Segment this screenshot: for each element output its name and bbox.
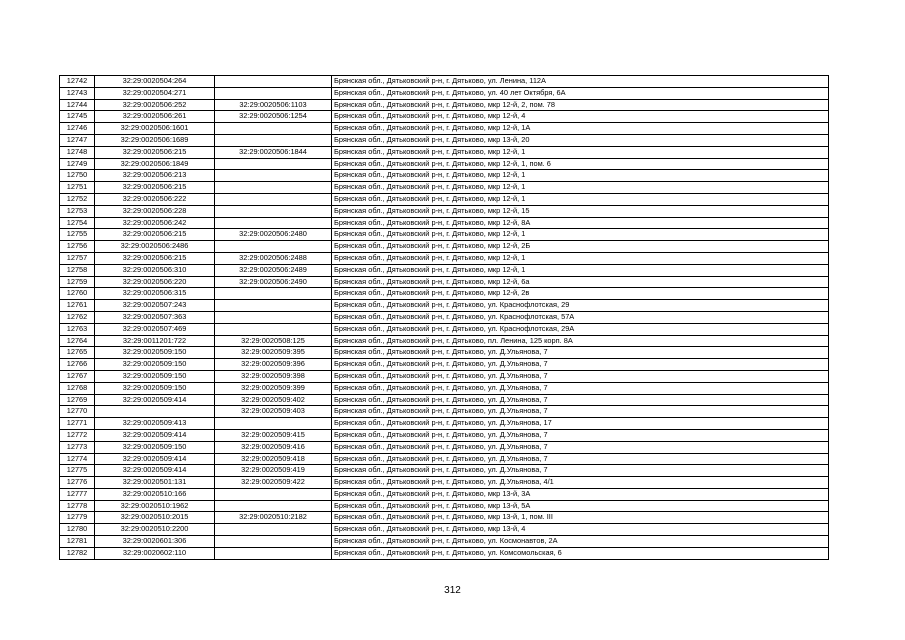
object-cadastral-number-cell bbox=[215, 488, 332, 500]
land-cadastral-number-cell: 32:29:0020601:306 bbox=[95, 536, 215, 548]
object-cadastral-number-cell bbox=[215, 241, 332, 253]
address-cell: Брянская обл., Дятьковский р-н, г. Дятьково, мкр 13-й, 5А bbox=[332, 500, 829, 512]
table-row bbox=[60, 182, 829, 194]
table-row bbox=[60, 205, 829, 217]
record-number-cell: 12774 bbox=[60, 453, 95, 465]
table-row bbox=[60, 276, 829, 288]
address-cell: Брянская обл., Дятьковский р-н, г. Дятьково, мкр 12-й, 15 bbox=[332, 205, 829, 217]
object-cadastral-number-cell: 32:29:0020509:415 bbox=[215, 429, 332, 441]
land-cadastral-number-cell: 32:29:0020506:242 bbox=[95, 217, 215, 229]
address-cell: Брянская обл., Дятьковский р-н, г. Дятьково, мкр 13-й, 1, пом. III bbox=[332, 512, 829, 524]
address-cell: Брянская обл., Дятьковский р-н, г. Дятьково, мкр 12-й, 2, пом. 78 bbox=[332, 99, 829, 111]
record-number-cell: 12747 bbox=[60, 134, 95, 146]
address-cell: Брянская обл., Дятьковский р-н, г. Дятьково, ул. Д.Ульянова, 17 bbox=[332, 418, 829, 430]
address-cell: Брянская обл., Дятьковский р-н, г. Дятьково, ул. Д.Ульянова, 7 bbox=[332, 382, 829, 394]
table-row bbox=[60, 347, 829, 359]
land-cadastral-number-cell: 32:29:0020506:228 bbox=[95, 205, 215, 217]
address-cell: Брянская обл., Дятьковский р-н, г. Дятьково, ул. Ленина, 112А bbox=[332, 76, 829, 88]
object-cadastral-number-cell bbox=[215, 217, 332, 229]
object-cadastral-number-cell bbox=[215, 205, 332, 217]
object-cadastral-number-cell bbox=[215, 547, 332, 559]
address-cell: Брянская обл., Дятьковский р-н, г. Дятьково, мкр 12-й, 8А bbox=[332, 217, 829, 229]
land-cadastral-number-cell: 32:29:0020506:252 bbox=[95, 99, 215, 111]
table-row bbox=[60, 465, 829, 477]
address-cell: Брянская обл., Дятьковский р-н, г. Дятьково, мкр 12-й, 1 bbox=[332, 146, 829, 158]
table-row bbox=[60, 512, 829, 524]
table-row bbox=[60, 241, 829, 253]
land-cadastral-number-cell: 32:29:0020506:220 bbox=[95, 276, 215, 288]
record-number-cell: 12750 bbox=[60, 170, 95, 182]
object-cadastral-number-cell: 32:29:0020506:1103 bbox=[215, 99, 332, 111]
land-cadastral-number-cell: 32:29:0020504:264 bbox=[95, 76, 215, 88]
record-number-cell: 12756 bbox=[60, 241, 95, 253]
object-cadastral-number-cell bbox=[215, 134, 332, 146]
table-row bbox=[60, 477, 829, 489]
address-cell: Брянская обл., Дятьковский р-н, г. Дятьково, ул. Д.Ульянова, 7 bbox=[332, 465, 829, 477]
object-cadastral-number-cell: 32:29:0020508:125 bbox=[215, 335, 332, 347]
land-cadastral-number-cell: 32:29:0020507:363 bbox=[95, 311, 215, 323]
address-cell: Брянская обл., Дятьковский р-н, г. Дятьково, мкр 12-й, 1 bbox=[332, 193, 829, 205]
address-cell: Брянская обл., Дятьковский р-н, г. Дятьково, мкр 12-й, 1 bbox=[332, 264, 829, 276]
object-cadastral-number-cell bbox=[215, 193, 332, 205]
registry-table bbox=[59, 75, 829, 560]
table-row bbox=[60, 524, 829, 536]
record-number-cell: 12781 bbox=[60, 536, 95, 548]
table-row bbox=[60, 418, 829, 430]
table-row bbox=[60, 359, 829, 371]
address-cell: Брянская обл., Дятьковский р-н, г. Дятьково, ул. Д.Ульянова, 7 bbox=[332, 441, 829, 453]
land-cadastral-number-cell: 32:29:0020509:150 bbox=[95, 441, 215, 453]
record-number-cell: 12768 bbox=[60, 382, 95, 394]
record-number-cell: 12764 bbox=[60, 335, 95, 347]
record-number-cell: 12779 bbox=[60, 512, 95, 524]
land-cadastral-number-cell: 32:29:0020510:1962 bbox=[95, 500, 215, 512]
record-number-cell: 12780 bbox=[60, 524, 95, 536]
land-cadastral-number-cell: 32:29:0020506:215 bbox=[95, 252, 215, 264]
object-cadastral-number-cell: 32:29:0020509:399 bbox=[215, 382, 332, 394]
table-row bbox=[60, 300, 829, 312]
object-cadastral-number-cell bbox=[215, 170, 332, 182]
table-row bbox=[60, 193, 829, 205]
record-number-cell: 12757 bbox=[60, 252, 95, 264]
address-cell: Брянская обл., Дятьковский р-н, г. Дятьково, пл. Ленина, 125 корп. 8А bbox=[332, 335, 829, 347]
object-cadastral-number-cell bbox=[215, 500, 332, 512]
land-cadastral-number-cell: 32:29:0020506:1601 bbox=[95, 123, 215, 135]
address-cell: Брянская обл., Дятьковский р-н, г. Дятьково, ул. 40 лет Октября, 6А bbox=[332, 87, 829, 99]
record-number-cell: 12766 bbox=[60, 359, 95, 371]
record-number-cell: 12746 bbox=[60, 123, 95, 135]
record-number-cell: 12744 bbox=[60, 99, 95, 111]
land-cadastral-number-cell: 32:29:0011201:722 bbox=[95, 335, 215, 347]
table-row bbox=[60, 453, 829, 465]
address-cell: Брянская обл., Дятьковский р-н, г. Дятьково, ул. Д.Ульянова, 7 bbox=[332, 359, 829, 371]
land-cadastral-number-cell: 32:29:0020509:150 bbox=[95, 359, 215, 371]
address-cell: Брянская обл., Дятьковский р-н, г. Дятьково, мкр 12-й, 1 bbox=[332, 229, 829, 241]
table-row bbox=[60, 370, 829, 382]
address-cell: Брянская обл., Дятьковский р-н, г. Дятьково, ул. Д.Ульянова, 7 bbox=[332, 429, 829, 441]
record-number-cell: 12759 bbox=[60, 276, 95, 288]
land-cadastral-number-cell: 32:29:0020501:131 bbox=[95, 477, 215, 489]
record-number-cell: 12772 bbox=[60, 429, 95, 441]
address-cell: Брянская обл., Дятьковский р-н, г. Дятьково, ул. Космонавтов, 2А bbox=[332, 536, 829, 548]
record-number-cell: 12769 bbox=[60, 394, 95, 406]
record-number-cell: 12775 bbox=[60, 465, 95, 477]
address-cell: Брянская обл., Дятьковский р-н, г. Дятьково, мкр 12-й, 1 bbox=[332, 182, 829, 194]
object-cadastral-number-cell: 32:29:0020506:1254 bbox=[215, 111, 332, 123]
registry-table-body bbox=[60, 76, 829, 560]
address-cell: Брянская обл., Дятьковский р-н, г. Дятьково, ул. Краснофлотская, 29А bbox=[332, 323, 829, 335]
table-row bbox=[60, 76, 829, 88]
object-cadastral-number-cell: 32:29:0020509:396 bbox=[215, 359, 332, 371]
land-cadastral-number-cell: 32:29:0020509:150 bbox=[95, 382, 215, 394]
address-cell: Брянская обл., Дятьковский р-н, г. Дятьково, ул. Д.Ульянова, 7 bbox=[332, 394, 829, 406]
address-cell: Брянская обл., Дятьковский р-н, г. Дятьково, мкр 12-й, 1А bbox=[332, 123, 829, 135]
address-cell: Брянская обл., Дятьковский р-н, г. Дятьково, ул. Д.Ульянова, 4/1 bbox=[332, 477, 829, 489]
table-row bbox=[60, 311, 829, 323]
land-cadastral-number-cell: 32:29:0020506:315 bbox=[95, 288, 215, 300]
table-row bbox=[60, 547, 829, 559]
record-number-cell: 12755 bbox=[60, 229, 95, 241]
address-cell: Брянская обл., Дятьковский р-н, г. Дятьково, мкр 12-й, 1 bbox=[332, 252, 829, 264]
record-number-cell: 12760 bbox=[60, 288, 95, 300]
table-row bbox=[60, 264, 829, 276]
land-cadastral-number-cell: 32:29:0020509:414 bbox=[95, 394, 215, 406]
record-number-cell: 12742 bbox=[60, 76, 95, 88]
record-number-cell: 12773 bbox=[60, 441, 95, 453]
table-row bbox=[60, 441, 829, 453]
record-number-cell: 12743 bbox=[60, 87, 95, 99]
land-cadastral-number-cell: 32:29:0020506:215 bbox=[95, 182, 215, 194]
object-cadastral-number-cell bbox=[215, 182, 332, 194]
address-cell: Брянская обл., Дятьковский р-н, г. Дятьково, мкр 12-й, 2в bbox=[332, 288, 829, 300]
record-number-cell: 12777 bbox=[60, 488, 95, 500]
table-row bbox=[60, 500, 829, 512]
record-number-cell: 12745 bbox=[60, 111, 95, 123]
address-cell: Брянская обл., Дятьковский р-н, г. Дятьково, ул. Краснофлотская, 29 bbox=[332, 300, 829, 312]
land-cadastral-number-cell: 32:29:0020509:414 bbox=[95, 465, 215, 477]
land-cadastral-number-cell: 32:29:0020506:215 bbox=[95, 146, 215, 158]
record-number-cell: 12771 bbox=[60, 418, 95, 430]
table-row bbox=[60, 323, 829, 335]
record-number-cell: 12767 bbox=[60, 370, 95, 382]
record-number-cell: 12762 bbox=[60, 311, 95, 323]
object-cadastral-number-cell: 32:29:0020506:2480 bbox=[215, 229, 332, 241]
record-number-cell: 12749 bbox=[60, 158, 95, 170]
object-cadastral-number-cell: 32:29:0020509:422 bbox=[215, 477, 332, 489]
table-row bbox=[60, 99, 829, 111]
record-number-cell: 12751 bbox=[60, 182, 95, 194]
table-row bbox=[60, 217, 829, 229]
table-row bbox=[60, 429, 829, 441]
object-cadastral-number-cell bbox=[215, 323, 332, 335]
record-number-cell: 12778 bbox=[60, 500, 95, 512]
address-cell: Брянская обл., Дятьковский р-н, г. Дятьково, мкр 12-й, 2Б bbox=[332, 241, 829, 253]
object-cadastral-number-cell: 32:29:0020509:416 bbox=[215, 441, 332, 453]
land-cadastral-number-cell: 32:29:0020510:2200 bbox=[95, 524, 215, 536]
registry-table-container bbox=[59, 75, 829, 560]
page-number: 312 bbox=[444, 585, 461, 596]
object-cadastral-number-cell: 32:29:0020506:2488 bbox=[215, 252, 332, 264]
land-cadastral-number-cell: 32:29:0020506:222 bbox=[95, 193, 215, 205]
land-cadastral-number-cell: 32:29:0020509:414 bbox=[95, 453, 215, 465]
land-cadastral-number-cell: 32:29:0020509:413 bbox=[95, 418, 215, 430]
object-cadastral-number-cell: 32:29:0020509:402 bbox=[215, 394, 332, 406]
object-cadastral-number-cell bbox=[215, 158, 332, 170]
address-cell: Брянская обл., Дятьковский р-н, г. Дятьково, ул. Д.Ульянова, 7 bbox=[332, 453, 829, 465]
land-cadastral-number-cell: 32:29:0020509:150 bbox=[95, 370, 215, 382]
land-cadastral-number-cell: 32:29:0020507:469 bbox=[95, 323, 215, 335]
object-cadastral-number-cell: 32:29:0020506:1844 bbox=[215, 146, 332, 158]
address-cell: Брянская обл., Дятьковский р-н, г. Дятьково, ул. Комсомольская, 6 bbox=[332, 547, 829, 559]
table-row bbox=[60, 335, 829, 347]
land-cadastral-number-cell: 32:29:0020506:215 bbox=[95, 229, 215, 241]
object-cadastral-number-cell: 32:29:0020510:2182 bbox=[215, 512, 332, 524]
table-row bbox=[60, 87, 829, 99]
land-cadastral-number-cell bbox=[95, 406, 215, 418]
address-cell: Брянская обл., Дятьковский р-н, г. Дятьково, мкр 12-й, 1, пом. 6 bbox=[332, 158, 829, 170]
address-cell: Брянская обл., Дятьковский р-н, г. Дятьково, ул. Краснофлотская, 57А bbox=[332, 311, 829, 323]
record-number-cell: 12753 bbox=[60, 205, 95, 217]
land-cadastral-number-cell: 32:29:0020506:2486 bbox=[95, 241, 215, 253]
land-cadastral-number-cell: 32:29:0020510:166 bbox=[95, 488, 215, 500]
land-cadastral-number-cell: 32:29:0020506:1849 bbox=[95, 158, 215, 170]
record-number-cell: 12758 bbox=[60, 264, 95, 276]
address-cell: Брянская обл., Дятьковский р-н, г. Дятьково, мкр 13-й, 3А bbox=[332, 488, 829, 500]
address-cell: Брянская обл., Дятьковский р-н, г. Дятьково, мкр 12-й, 4 bbox=[332, 111, 829, 123]
land-cadastral-number-cell: 32:29:0020509:150 bbox=[95, 347, 215, 359]
object-cadastral-number-cell bbox=[215, 311, 332, 323]
table-row bbox=[60, 134, 829, 146]
object-cadastral-number-cell: 32:29:0020506:2490 bbox=[215, 276, 332, 288]
land-cadastral-number-cell: 32:29:0020507:243 bbox=[95, 300, 215, 312]
land-cadastral-number-cell: 32:29:0020506:310 bbox=[95, 264, 215, 276]
address-cell: Брянская обл., Дятьковский р-н, г. Дятьково, мкр 13-й, 4 bbox=[332, 524, 829, 536]
table-row bbox=[60, 382, 829, 394]
table-row bbox=[60, 488, 829, 500]
record-number-cell: 12761 bbox=[60, 300, 95, 312]
address-cell: Брянская обл., Дятьковский р-н, г. Дятьково, ул. Д.Ульянова, 7 bbox=[332, 347, 829, 359]
land-cadastral-number-cell: 32:29:0020602:110 bbox=[95, 547, 215, 559]
record-number-cell: 12748 bbox=[60, 146, 95, 158]
object-cadastral-number-cell bbox=[215, 123, 332, 135]
object-cadastral-number-cell: 32:29:0020509:418 bbox=[215, 453, 332, 465]
table-row bbox=[60, 146, 829, 158]
object-cadastral-number-cell bbox=[215, 300, 332, 312]
address-cell: Брянская обл., Дятьковский р-н, г. Дятьково, мкр 12-й, 1 bbox=[332, 170, 829, 182]
object-cadastral-number-cell bbox=[215, 288, 332, 300]
object-cadastral-number-cell bbox=[215, 524, 332, 536]
object-cadastral-number-cell: 32:29:0020509:419 bbox=[215, 465, 332, 477]
table-row bbox=[60, 394, 829, 406]
object-cadastral-number-cell bbox=[215, 87, 332, 99]
table-row bbox=[60, 123, 829, 135]
object-cadastral-number-cell: 32:29:0020509:403 bbox=[215, 406, 332, 418]
land-cadastral-number-cell: 32:29:0020504:271 bbox=[95, 87, 215, 99]
table-row bbox=[60, 170, 829, 182]
object-cadastral-number-cell: 32:29:0020509:398 bbox=[215, 370, 332, 382]
record-number-cell: 12765 bbox=[60, 347, 95, 359]
land-cadastral-number-cell: 32:29:0020506:213 bbox=[95, 170, 215, 182]
record-number-cell: 12776 bbox=[60, 477, 95, 489]
address-cell: Брянская обл., Дятьковский р-н, г. Дятьково, мкр 12-й, 6а bbox=[332, 276, 829, 288]
record-number-cell: 12752 bbox=[60, 193, 95, 205]
address-cell: Брянская обл., Дятьковский р-н, г. Дятьково, ул. Д.Ульянова, 7 bbox=[332, 370, 829, 382]
object-cadastral-number-cell: 32:29:0020509:395 bbox=[215, 347, 332, 359]
table-row bbox=[60, 288, 829, 300]
record-number-cell: 12754 bbox=[60, 217, 95, 229]
record-number-cell: 12770 bbox=[60, 406, 95, 418]
table-row bbox=[60, 111, 829, 123]
record-number-cell: 12782 bbox=[60, 547, 95, 559]
table-row bbox=[60, 158, 829, 170]
table-row bbox=[60, 229, 829, 241]
object-cadastral-number-cell: 32:29:0020506:2489 bbox=[215, 264, 332, 276]
land-cadastral-number-cell: 32:29:0020510:2015 bbox=[95, 512, 215, 524]
land-cadastral-number-cell: 32:29:0020506:1689 bbox=[95, 134, 215, 146]
table-row bbox=[60, 252, 829, 264]
land-cadastral-number-cell: 32:29:0020506:261 bbox=[95, 111, 215, 123]
address-cell: Брянская обл., Дятьковский р-н, г. Дятьково, мкр 13-й, 20 bbox=[332, 134, 829, 146]
object-cadastral-number-cell bbox=[215, 536, 332, 548]
object-cadastral-number-cell bbox=[215, 418, 332, 430]
table-row bbox=[60, 536, 829, 548]
address-cell: Брянская обл., Дятьковский р-н, г. Дятьково, ул. Д.Ульянова, 7 bbox=[332, 406, 829, 418]
land-cadastral-number-cell: 32:29:0020509:414 bbox=[95, 429, 215, 441]
record-number-cell: 12763 bbox=[60, 323, 95, 335]
table-row bbox=[60, 406, 829, 418]
object-cadastral-number-cell bbox=[215, 76, 332, 88]
